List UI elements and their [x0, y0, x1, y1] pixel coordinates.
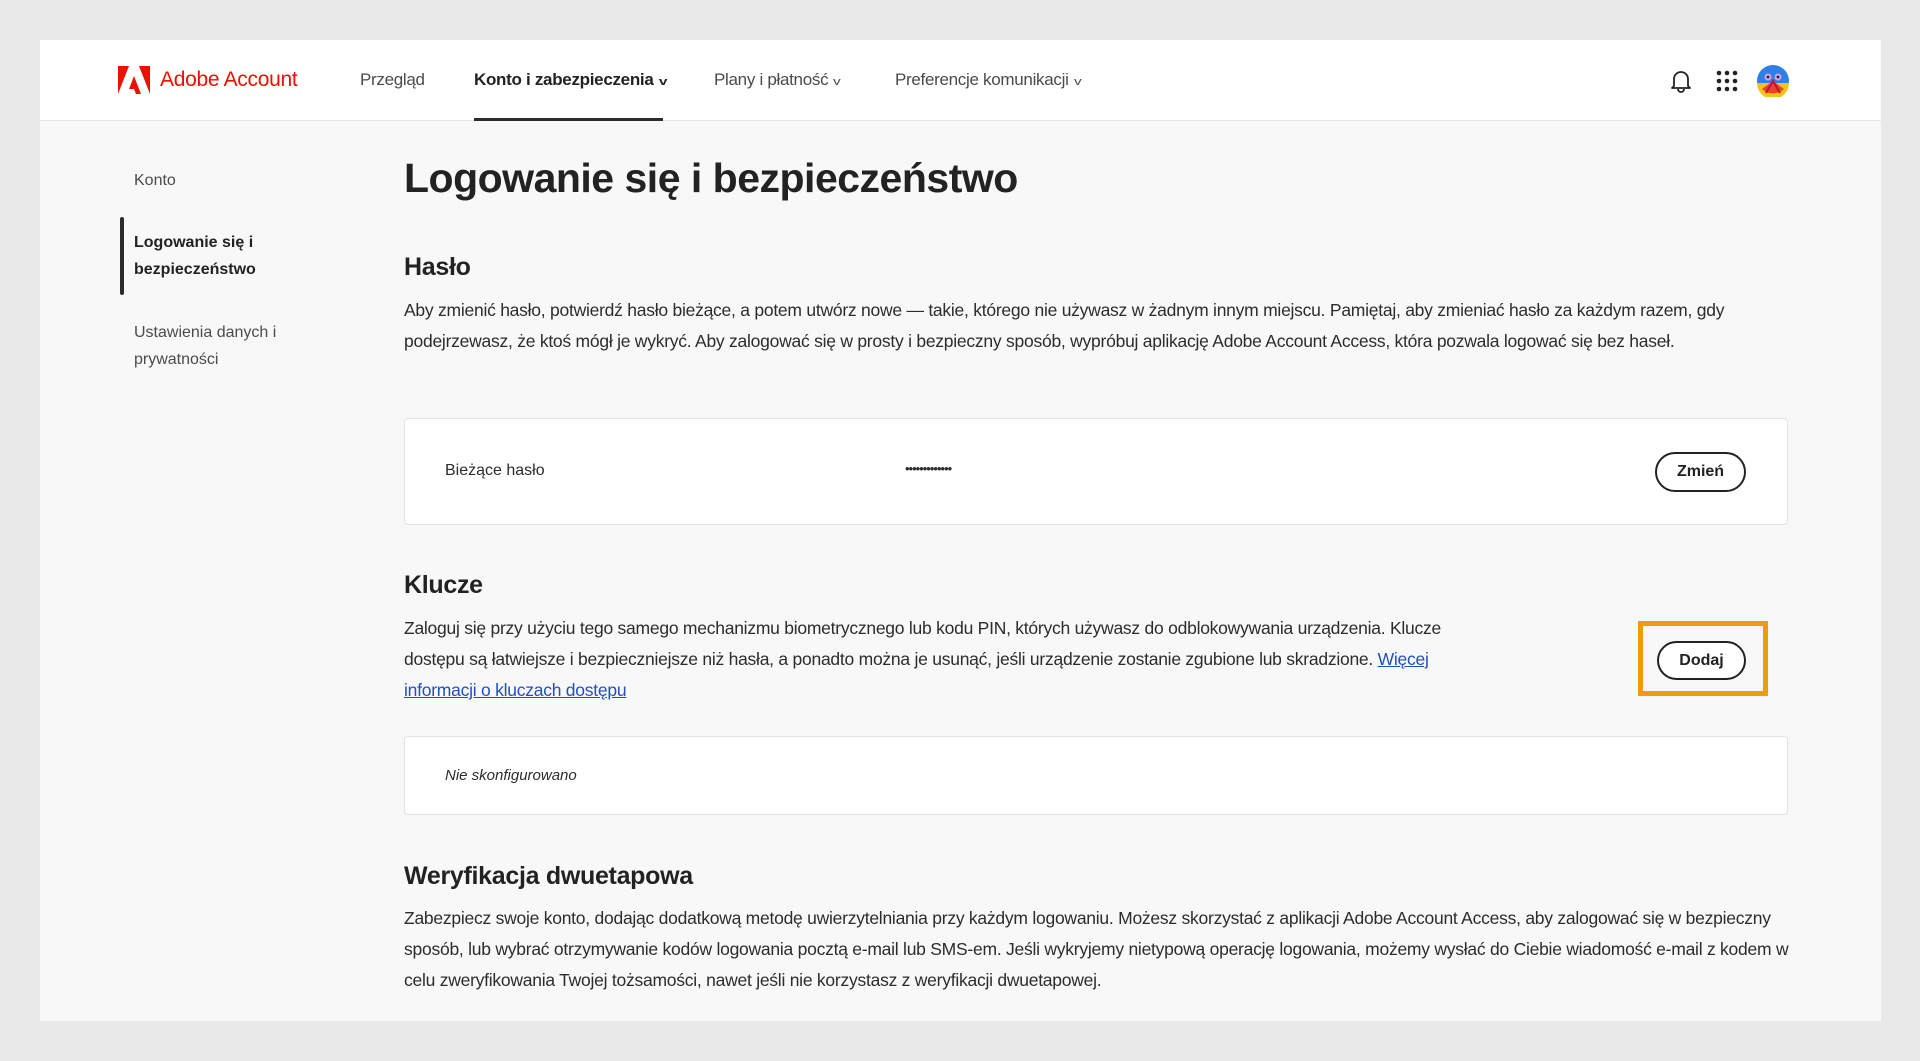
chevron-down-icon: v	[833, 76, 841, 88]
browser-window	[40, 40, 1881, 1021]
twofa-description: Zabezpiecz swoje konto, dodając dodatkową metodę uwierzytelniania przy każdym logowaniu. Możesz skorzystać z aplikacji Adobe Account Access, aby zalogować się w bezpieczny sposób, lub wybrać otrzymywanie kodów logowania pocztą e-mail lub SMS-em. Jeśli wykryjemy nietypową operację logowania, możemy wysłać do Ciebie wiadomość e-mail z kodem w celu zweryfikowania Twojej tożsamości, nawet jeśli nie korzystasz z weryfikacji dwuetapowej.	[404, 908, 1789, 990]
current-password-label: Bieżące hasło	[445, 462, 545, 479]
nav-label: Plany i płatność	[714, 70, 829, 89]
change-password-button[interactable]: Zmień	[1655, 452, 1746, 492]
passkeys-card	[404, 736, 1788, 815]
adobe-logo-link[interactable]	[118, 66, 297, 94]
add-passkey-button[interactable]: Dodaj	[1657, 641, 1746, 680]
adobe-logo-icon	[118, 66, 150, 94]
chevron-down-icon: v	[658, 76, 667, 88]
passkeys-heading: Klucze	[404, 571, 483, 599]
passkeys-description	[404, 613, 1464, 706]
active-tab-indicator	[474, 118, 663, 121]
password-heading: Hasło	[404, 253, 471, 281]
password-description: Aby zmienić hasło, potwierdź hasło bieżące, a potem utwórz nowe — takie, którego nie używasz w żadnym innym miejscu. Pamiętaj, aby zmieniać hasło za każdym razem, gdy podejrzewasz, że ktoś mógł je wykryć. Aby zalogować się w prosty i bezpieczny sposób, wypróbuj aplikację Adobe Account Access, która pozwala logować się bez haseł.	[404, 300, 1725, 351]
nav-plany[interactable]	[714, 70, 839, 90]
sidebar-item-ustawienia[interactable]	[134, 319, 299, 373]
sidebar-item-label: Ustawienia danych i prywatności	[134, 324, 277, 368]
bell-icon[interactable]	[1669, 68, 1693, 94]
nav-label: Preferencje komunikacji	[895, 70, 1069, 89]
twofa-heading: Weryfikacja dwuetapowa	[404, 862, 693, 890]
page-title: Logowanie się i bezpieczeństwo	[404, 155, 1018, 201]
passkeys-status: Nie skonfigurowano	[445, 767, 577, 784]
sidebar-item-konto[interactable]	[134, 167, 176, 194]
nav-label: Konto i zabezpieczenia	[474, 70, 654, 89]
sidebar-active-indicator	[120, 217, 124, 295]
password-card	[404, 418, 1788, 525]
apps-grid-icon[interactable]	[1716, 70, 1738, 92]
sidebar-item-logowanie[interactable]	[134, 229, 284, 283]
nav-konto[interactable]	[474, 70, 665, 90]
passkeys-learn-more-link[interactable]: Więcej informacji o kluczach dostępu	[404, 649, 1429, 700]
nav-label: Przegląd	[360, 70, 425, 89]
current-password-value: •••••••••••••	[905, 461, 952, 476]
brand-name: Adobe Account	[160, 68, 298, 91]
chevron-down-icon: v	[1073, 76, 1081, 88]
nav-preferencje[interactable]	[895, 70, 1080, 90]
passkeys-text: Zaloguj się przy użyciu tego samego mechanizmu biometrycznego lub kodu PIN, których używasz do odblokowywania urządzenia. Klucze dostępu są łatwiejsze i bezpieczniejsze niż hasła, a ponadto można je usunąć, jeśli urządzenie zostanie zgubione lub skradzione.	[404, 618, 1442, 669]
top-header	[40, 40, 1881, 121]
avatar[interactable]	[1757, 65, 1789, 97]
sidebar-item-label: Logowanie się i bezpieczeństwo	[134, 234, 256, 278]
nav-przeglad[interactable]	[360, 70, 425, 90]
sidebar-item-label: Konto	[134, 172, 176, 189]
